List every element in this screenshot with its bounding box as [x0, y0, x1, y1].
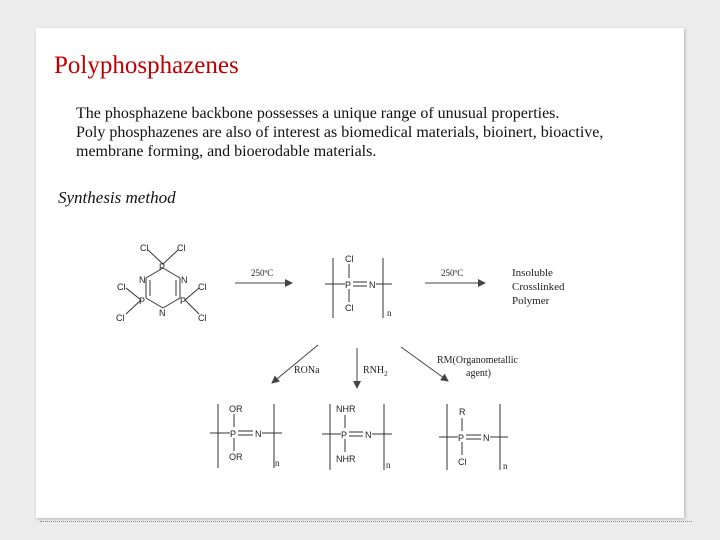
- polymer-top-p: P: [345, 280, 352, 290]
- body-line-2: Poly phosphazenes are also of interest as biomedical materials, bioinert, bioactive,: [76, 124, 604, 141]
- slide-title: Polyphosphazenes: [54, 52, 239, 79]
- trimer-atom-n-3: N: [159, 308, 166, 318]
- polymer-alkoxy-or-lower: OR: [229, 452, 243, 462]
- polymer-top-cl-upper: Cl: [345, 254, 354, 264]
- polymer-organo-n: N: [483, 433, 490, 443]
- trimer-atom-n-2: N: [181, 275, 188, 285]
- trimer-atom-cl-1: Cl: [140, 243, 149, 253]
- polymer-top-n: N: [369, 280, 376, 290]
- reaction-arrow-alkoxy: [272, 345, 318, 383]
- polymer-top-cl-lower: Cl: [345, 303, 354, 313]
- step2-condition: 250ºC: [441, 268, 464, 278]
- polymer-amino-nhr-upper: NHR: [336, 404, 356, 414]
- polymer-organo-structure: [439, 404, 508, 470]
- polymer-organo-subscript: n: [503, 461, 508, 471]
- synthesis-subheading: Synthesis method: [58, 188, 176, 207]
- trimer-atom-cl-3: Cl: [117, 282, 126, 292]
- polymer-alkoxy-n: N: [255, 429, 262, 439]
- polymer-amino-structure: [322, 404, 392, 470]
- reagent-rnh2: $RNH_2$: [363, 365, 388, 378]
- cyclic-trimer-structure: [126, 250, 199, 314]
- footer-divider: [40, 521, 692, 522]
- slide-body: [76, 104, 603, 161]
- synthesis-scheme: [60, 195, 620, 485]
- reagent-organometallic-line-1: RM(Organometallic: [437, 355, 518, 366]
- trimer-atom-n-1: N: [139, 275, 146, 285]
- polymer-amino-nhr-lower: NHR: [336, 454, 356, 464]
- polymer-amino-n: N: [365, 430, 372, 440]
- polymer-alkoxy-or-upper: OR: [229, 404, 243, 414]
- product-line-1: Insoluble: [512, 267, 553, 279]
- body-line-1: The phosphazene backbone possesses a unique range of unusual properties.: [76, 105, 560, 122]
- polymer-organo-r: R: [459, 407, 466, 417]
- polymer-amino-p: P: [341, 430, 348, 440]
- polymer-alkoxy-p: P: [230, 429, 237, 439]
- trimer-atom-cl-5: Cl: [116, 313, 125, 323]
- trimer-atom-p-3: P: [180, 296, 187, 306]
- product-line-2: Crosslinked: [512, 281, 565, 293]
- polymer-top-subscript: n: [387, 308, 392, 318]
- step1-condition: 250ºC: [251, 268, 274, 278]
- polymer-organo-p: P: [458, 433, 465, 443]
- reagent-rona: RONa: [294, 365, 320, 376]
- trimer-atom-cl-6: Cl: [198, 313, 207, 323]
- trimer-atom-cl-4: Cl: [198, 282, 207, 292]
- polymer-organo-cl: Cl: [458, 457, 467, 467]
- polymer-amino-subscript: n: [386, 460, 391, 470]
- product-line-3: Polymer: [512, 295, 550, 307]
- reagent-organometallic-line-2: agent): [466, 368, 491, 379]
- trimer-atom-p-2: P: [139, 296, 146, 306]
- polymer-dichloro-structure: [325, 258, 392, 318]
- trimer-atom-cl-2: Cl: [177, 243, 186, 253]
- polymer-alkoxy-structure: [210, 404, 282, 468]
- trimer-atom-p-1: P: [159, 262, 166, 272]
- polymer-alkoxy-subscript: n: [275, 458, 280, 468]
- body-line-3: membrane forming, and bioerodable materials.: [76, 143, 377, 160]
